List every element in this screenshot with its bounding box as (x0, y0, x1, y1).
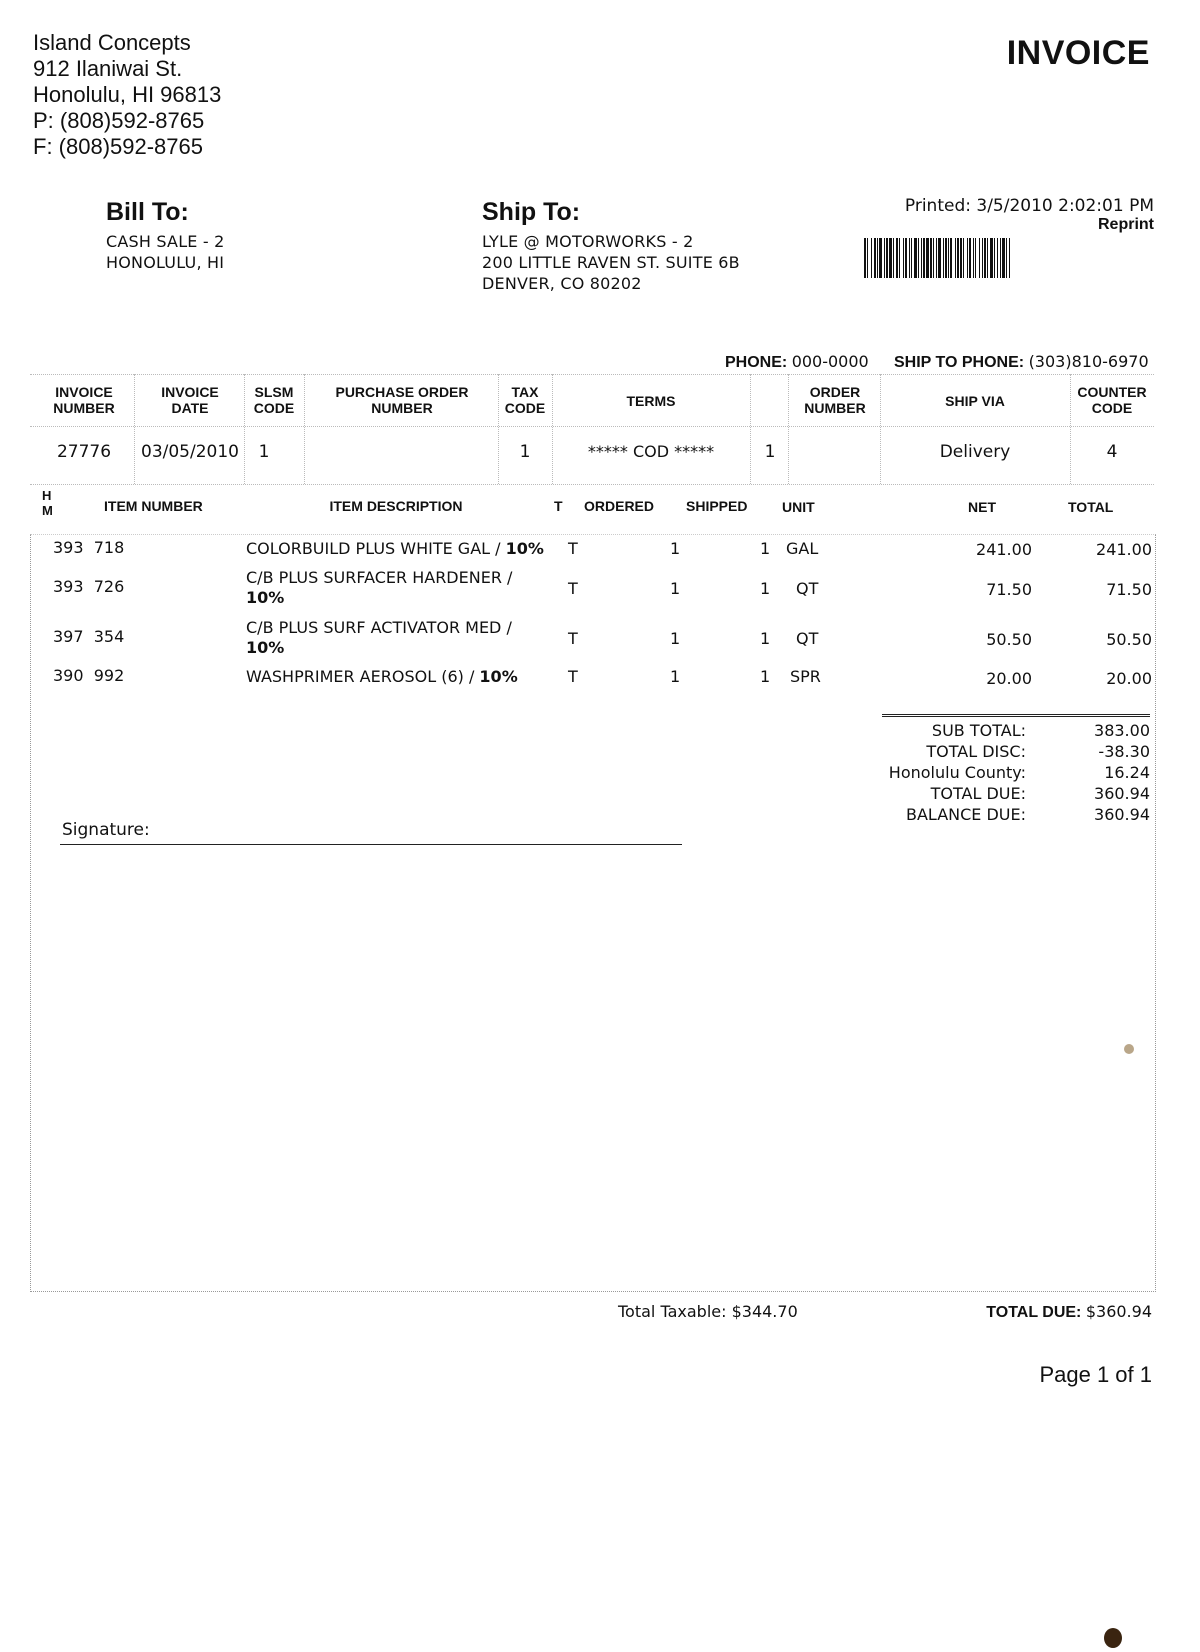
phone-line (725, 352, 869, 372)
header-divider (134, 374, 135, 484)
val-ship-via: Delivery (939, 442, 1011, 462)
ship-to-line1: LYLE @ MOTORWORKS - 2 (482, 232, 694, 251)
val-order-flag: 1 (764, 442, 776, 462)
item-number: 397 354 (53, 627, 125, 646)
company-phone: P: (808)592-8765 (33, 108, 205, 133)
col-ship-via: SHIP VIA (945, 393, 1005, 409)
footer-total-due-label: TOTAL DUE: (986, 1304, 1082, 1321)
company-address (33, 30, 221, 160)
company-street: 912 Ilaniwai St. (33, 56, 183, 81)
item-ordered: 1 (670, 667, 681, 686)
ship-to-heading: Ship To: (482, 198, 581, 226)
val-terms: ***** COD ***** (587, 442, 715, 461)
subtotal-value: 383.00 (1094, 721, 1150, 740)
total-due-label: TOTAL DUE: (930, 784, 1026, 803)
ship-to-line3: DENVER, CO 80202 (482, 274, 642, 293)
company-city: Honolulu, HI 96813 (33, 82, 222, 107)
col-hm: H M (42, 488, 53, 518)
totals-rule (882, 714, 1150, 717)
col-t: T (554, 498, 563, 514)
col-tax-code: TAX CODE (504, 384, 546, 416)
header-divider (788, 374, 789, 484)
phone-label: PHONE: (725, 354, 788, 371)
item-unit: QT (796, 629, 819, 648)
item-shipped: 1 (760, 579, 771, 598)
county-tax-label: Honolulu County: (888, 763, 1026, 782)
header-rule-top (30, 374, 1154, 375)
document-title: INVOICE (1006, 34, 1150, 72)
phone-value: 000-0000 (791, 352, 869, 371)
bill-to-heading: Bill To: (106, 198, 189, 226)
item-total: 50.50 (1106, 630, 1152, 649)
col-invoice-number: INVOICE NUMBER (53, 384, 115, 416)
balance-due-label: BALANCE DUE: (905, 805, 1026, 824)
col-order-number: ORDER NUMBER (804, 384, 866, 416)
item-unit: SPR (790, 667, 821, 686)
item-total: 71.50 (1106, 580, 1152, 599)
table-row (0, 666, 1200, 696)
item-net: 20.00 (986, 669, 1032, 688)
county-tax-value: 16.24 (1104, 763, 1150, 782)
item-ordered: 1 (670, 539, 681, 558)
col-po-number: PURCHASE ORDER NUMBER (335, 384, 469, 416)
item-shipped: 1 (760, 539, 771, 558)
signature-label: Signature: (62, 820, 150, 840)
col-item-number: ITEM NUMBER (104, 498, 203, 514)
item-net: 241.00 (976, 540, 1032, 559)
header-divider (552, 374, 553, 484)
table-row (0, 538, 1200, 568)
ship-phone-line (894, 352, 1149, 372)
table-row (0, 566, 1200, 610)
item-description: C/B PLUS SURF ACTIVATOR MED / 10% (246, 618, 512, 657)
item-number: 393 718 (53, 538, 125, 557)
ship-phone-label: SHIP TO PHONE: (894, 354, 1025, 371)
barcode-bar (1010, 238, 1012, 278)
subtotal-label: SUB TOTAL: (931, 721, 1026, 740)
company-fax: F: (808)592-8765 (33, 134, 203, 159)
item-total: 241.00 (1096, 540, 1152, 559)
footer-total-due (986, 1302, 1152, 1322)
item-taxable: T (568, 539, 578, 558)
discount-value: -38.30 (1098, 742, 1150, 761)
total-taxable: Total Taxable: $344.70 (618, 1302, 798, 1321)
scan-speck (1104, 1628, 1122, 1648)
totals-labels (889, 720, 1026, 825)
ship-to-block (482, 198, 740, 294)
header-divider (750, 374, 751, 484)
header-divider (304, 374, 305, 484)
col-terms: TERMS (626, 393, 676, 409)
item-taxable: T (568, 579, 578, 598)
item-net: 50.50 (986, 630, 1032, 649)
col-net: NET (968, 499, 996, 515)
item-unit: QT (796, 579, 819, 598)
item-shipped: 1 (760, 667, 771, 686)
discount-label: TOTAL DISC: (926, 742, 1026, 761)
val-tax-code: 1 (519, 442, 531, 462)
signature-line[interactable] (60, 844, 682, 845)
scan-speck (1124, 1044, 1134, 1054)
page-number: Page 1 of 1 (1039, 1362, 1152, 1387)
col-invoice-date: INVOICE DATE (161, 384, 219, 416)
header-rule-bottom (30, 484, 1154, 485)
item-description: C/B PLUS SURFACER HARDENER / 10% (246, 568, 513, 607)
balance-due-value: 360.94 (1094, 805, 1150, 824)
col-total: TOTAL (1068, 499, 1114, 515)
item-description: WASHPRIMER AEROSOL (6) / 10% (246, 667, 518, 686)
reprint-label: Reprint (1098, 216, 1154, 233)
footer-total-due-value: $360.94 (1085, 1302, 1152, 1321)
item-total: 20.00 (1106, 669, 1152, 688)
ship-phone-value: (303)810-6970 (1028, 352, 1149, 371)
table-row (0, 616, 1200, 660)
header-divider (880, 374, 881, 484)
col-slsm-code: SLSM CODE (253, 384, 295, 416)
item-net: 71.50 (986, 580, 1032, 599)
header-rule-mid (30, 426, 1154, 427)
item-number: 390 992 (53, 666, 125, 685)
barcode (864, 238, 1154, 278)
printed-timestamp: Printed: 3/5/2010 2:02:01 PM (904, 196, 1154, 216)
val-counter-code: 4 (1106, 442, 1118, 462)
col-unit: UNIT (782, 499, 815, 515)
item-shipped: 1 (760, 629, 771, 648)
bill-to-block (106, 198, 225, 273)
item-ordered: 1 (670, 629, 681, 648)
company-name: Island Concepts (33, 30, 191, 55)
item-taxable: T (568, 629, 578, 648)
bill-to-line1: CASH SALE - 2 (106, 232, 225, 251)
ship-to-line2: 200 LITTLE RAVEN ST. SUITE 6B (482, 253, 740, 272)
item-number: 393 726 (53, 577, 125, 596)
col-item-description: ITEM DESCRIPTION (329, 498, 463, 514)
val-invoice-date: 03/05/2010 (141, 442, 239, 462)
col-counter-code: COUNTER CODE (1077, 384, 1147, 416)
total-due-value: 360.94 (1094, 784, 1150, 803)
val-slsm-code: 1 (258, 442, 270, 462)
col-shipped: SHIPPED (686, 498, 748, 514)
totals-values (1094, 720, 1150, 825)
item-ordered: 1 (670, 579, 681, 598)
item-unit: GAL (786, 539, 819, 558)
item-taxable: T (568, 667, 578, 686)
val-invoice-number: 27776 (56, 442, 112, 462)
bill-to-line2: HONOLULU, HI (106, 253, 225, 272)
item-description: COLORBUILD PLUS WHITE GAL / 10% (246, 539, 544, 558)
col-ordered: ORDERED (584, 498, 655, 514)
